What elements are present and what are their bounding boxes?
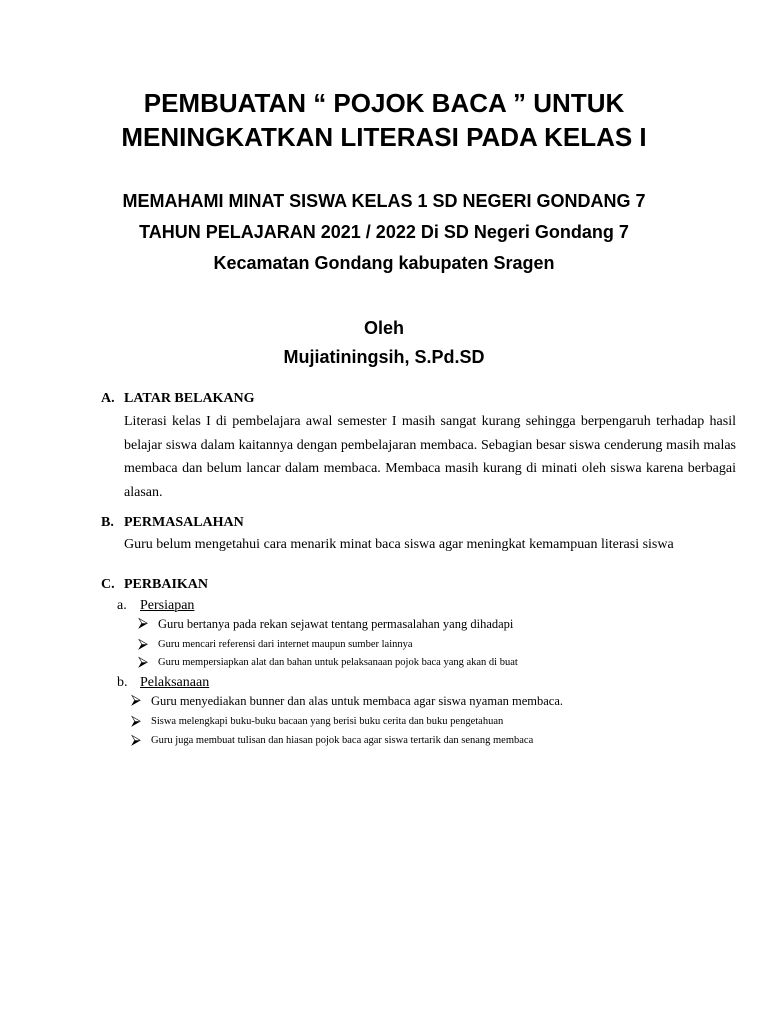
- section-a-title: LATAR BELAKANG: [124, 391, 255, 406]
- list-item: ⮚ Guru mempersiapkan alat dan bahan untuk pelaksanaan pojok baca yang akan di buat: [138, 655, 518, 670]
- subtitle-line-2: TAHUN PELAJARAN 2021 / 2022 Di SD Negeri Gondang 7: [139, 222, 629, 242]
- title-line-1: PEMBUATAN “ POJOK BACA ” UNTUK: [143, 88, 625, 118]
- list-item: ⮚ Siswa melengkapi buku-buku bacaan yang berisi buku cerita dan buku pengetahuan: [131, 714, 504, 729]
- section-a-paragraph: Literasi kelas I di pembelajara awal semester I masih sangat kurang sehingga berpengaruh terhadap hasil belajar siswa dalam kaitannya dengan pembelajaran membaca. Sebagian besar siswa cenderung masih malas membaca dan belum lancar dalam membaca. Membaca masih kurang di minati oleh siswa karena berbagai alasan.: [124, 414, 736, 500]
- section-b-letter: B.: [101, 515, 114, 530]
- arrow-bullet-icon: ⮚: [131, 714, 141, 729]
- subsection-b-label: Pelaksanaan: [140, 675, 210, 690]
- subsection-a-label: Persiapan: [140, 598, 195, 613]
- document-title: [0, 86, 768, 154]
- document-subtitle: [0, 186, 768, 279]
- arrow-bullet-icon: ⮚: [138, 655, 148, 670]
- subsection-a: [117, 597, 194, 615]
- list-item: ⮚ Guru juga membuat tulisan dan hiasan pojok baca agar siswa tertarik dan senang membaca: [131, 733, 534, 748]
- author-name: Mujiatiningsih, S.Pd.SD: [283, 347, 485, 367]
- subsection-b-letter: b.: [117, 675, 128, 690]
- section-c-title: PERBAIKAN: [124, 577, 209, 592]
- list-item: ⮚ Guru mencari referensi dari internet maupun sumber lainnya: [138, 637, 413, 652]
- subtitle-line-3: Kecamatan Gondang kabupaten Sragen: [213, 253, 555, 273]
- section-c-letter: C.: [101, 577, 115, 592]
- arrow-bullet-icon: ⮚: [138, 637, 148, 652]
- section-b-title: PERMASALAHAN: [124, 515, 244, 530]
- section-a-heading: [101, 390, 255, 408]
- title-line-2: MENINGKATKAN LITERASI PADA KELAS I: [121, 122, 647, 152]
- list-item: ⮚ Guru menyediakan bunner dan alas untuk membaca agar siswa nyaman membaca.: [131, 693, 563, 708]
- section-b-heading: [101, 514, 244, 532]
- section-a-letter: A.: [101, 391, 115, 406]
- arrow-bullet-icon: ⮚: [138, 616, 148, 631]
- by-label: Oleh: [363, 318, 404, 338]
- subsection-a-letter: a.: [117, 598, 127, 613]
- section-c-heading: [101, 576, 208, 594]
- subtitle-line-1: MEMAHAMI MINAT SISWA KELAS 1 SD NEGERI GONDANG 7: [122, 191, 646, 211]
- list-item: ⮚ Guru bertanya pada rekan sejawat tentang permasalahan yang dihadapi: [138, 616, 514, 631]
- arrow-bullet-icon: ⮚: [131, 693, 141, 708]
- subsection-b: [117, 674, 209, 692]
- section-b-paragraph: Guru belum mengetahui cara menarik minat baca siswa agar meningkat kemampuan literasi siswa: [124, 537, 674, 552]
- arrow-bullet-icon: ⮚: [131, 733, 141, 748]
